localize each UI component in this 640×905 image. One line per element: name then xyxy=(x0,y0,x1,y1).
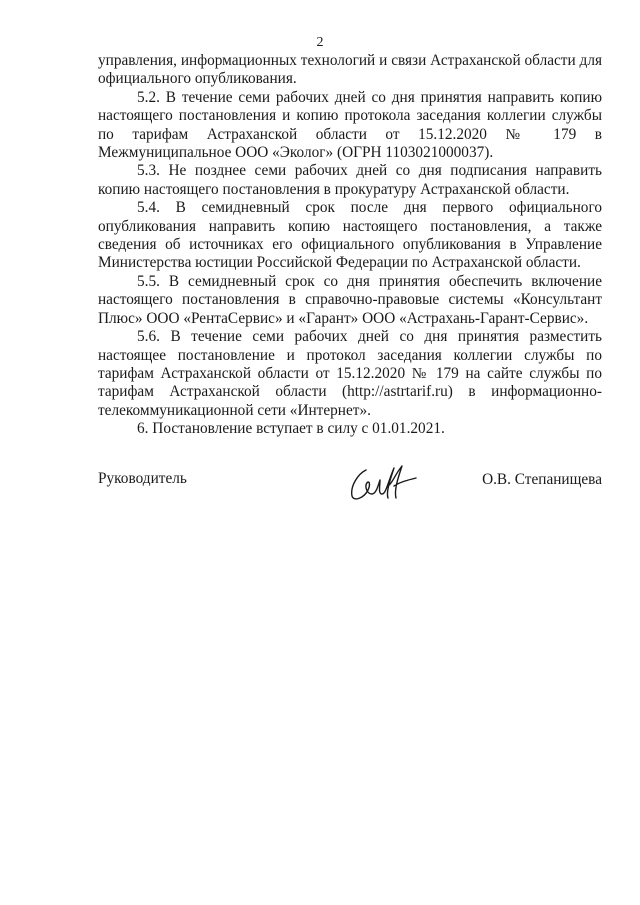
paragraph-5-5: 5.5. В семидневный срок со дня принятия обеспечить включение настоящего постановления в справочно-правовые системы «Консультант Плюс» ООО «РентаСервис» и «Гарант» ООО «Астрахань-Гарант-Сервис». xyxy=(98,272,602,327)
handwritten-signature-icon xyxy=(344,456,424,506)
paragraph-5-6: 5.6. В течение семи рабочих дней со дня принятия разместить настоящее постановление и протокол заседания коллегии службы по тарифам Астраханской области от 15.12.2020 № 179 на сайте службы по тарифам Астраханской области (http://astrtarif.ru) в информационно-телекоммуникационной сети «Интернет». xyxy=(98,328,602,419)
signature-block xyxy=(98,456,602,516)
paragraph-6: 6. Постановление вступает в силу с 01.01.2021. xyxy=(137,420,445,438)
paragraph-continuation: управления, информационных технологий и связи Астраханской области для официального опубликования. xyxy=(98,52,602,88)
page-number: 2 xyxy=(316,35,324,50)
document-body xyxy=(98,52,602,439)
signatory-title: Руководитель xyxy=(98,470,187,487)
paragraph-5-3: 5.3. Не позднее семи рабочих дней со дня подписания направить копию настоящего постановления в прокуратуру Астраханской области. xyxy=(98,162,602,198)
paragraph-5-2: 5.2. В течение семи рабочих дней со дня принятия направить копию настоящего постановления и копию протокола заседания коллегии службы по тарифам Астраханской области от 15.12.2020 № 179 в Межмуниципальное ООО «Эколог» (ОГРН 1103021000037). xyxy=(98,88,602,162)
paragraph-5-4: 5.4. В семидневный срок после дня первого официального опубликования направить копию настоящего постановления, а также сведения об источниках его официального опубликования в Управление Министерства юстиции Российской Федерации по Астраханской области. xyxy=(98,199,602,272)
signatory-name: О.В. Степанищева xyxy=(482,471,602,488)
